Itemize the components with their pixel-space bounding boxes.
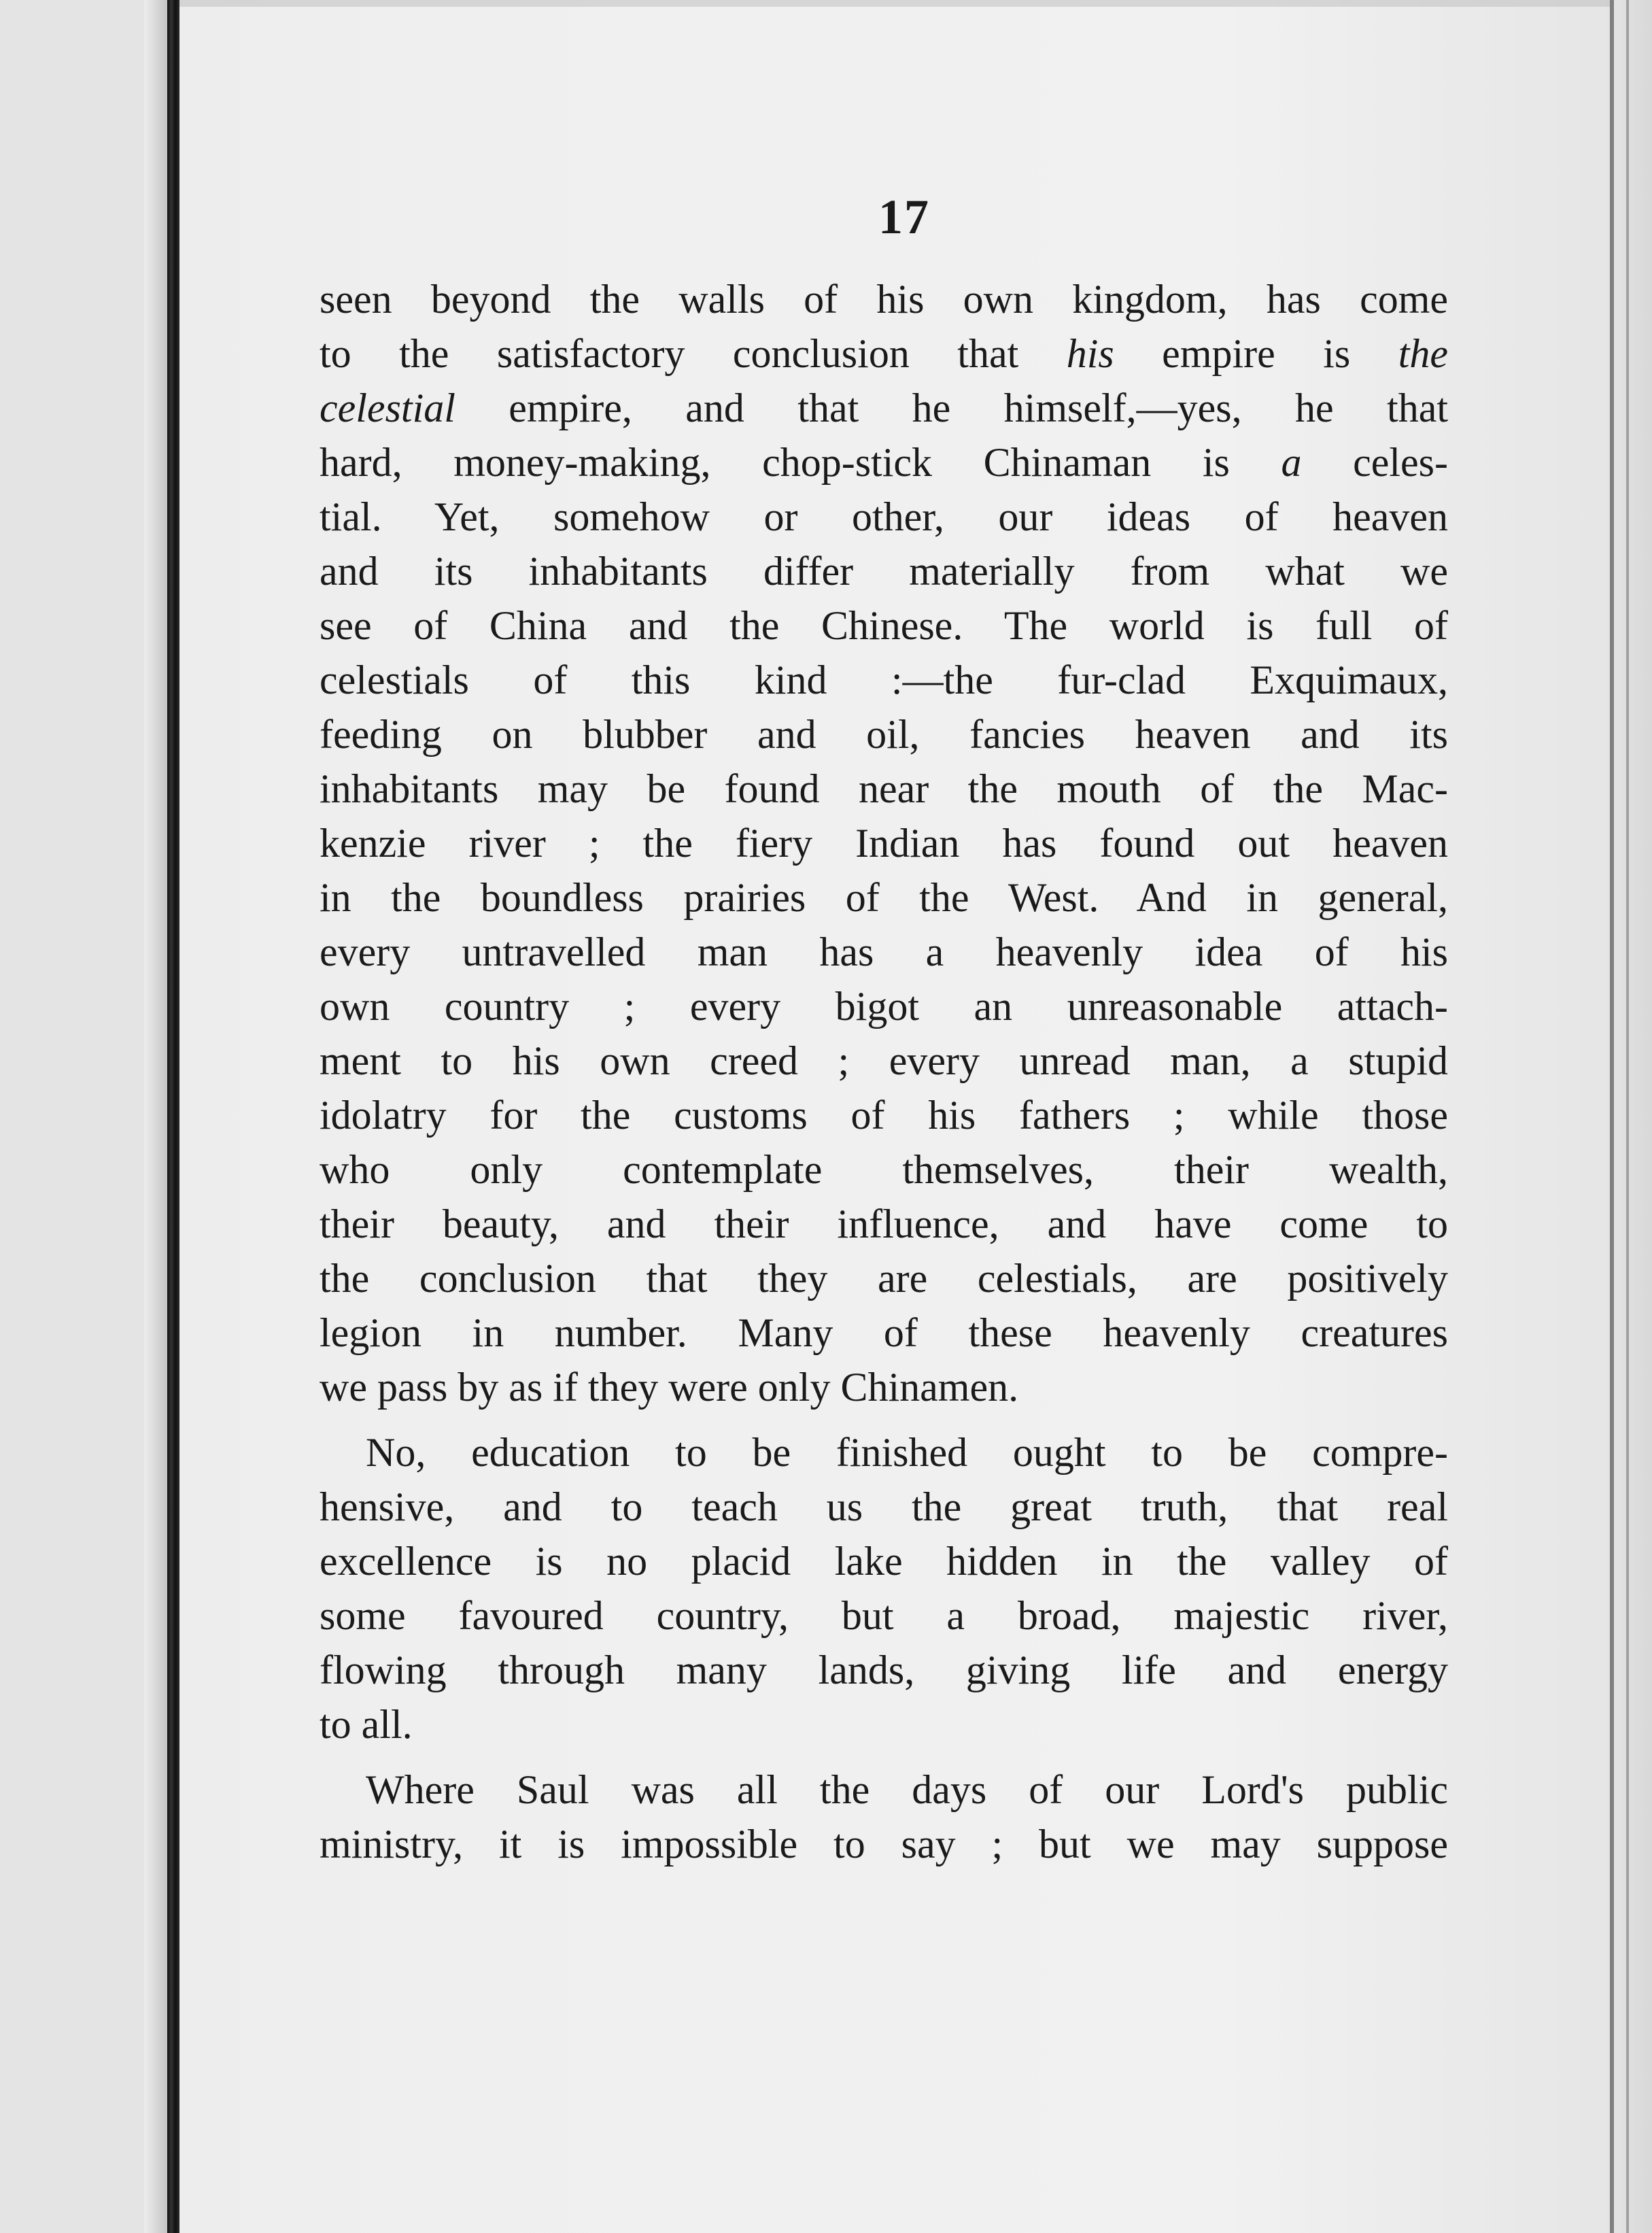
gutter-shadow [144, 0, 169, 2233]
text-line: ment to his own creed ; every unread man, a stupid [320, 1038, 1448, 1083]
paragraph-2 [320, 1425, 1448, 1752]
text-line: in the boundless prairies of the West. And in general, [320, 875, 1448, 920]
text-line: celestials of this kind :—the fur-clad Exquimaux, [320, 658, 1448, 702]
paragraph-3 [320, 1762, 1448, 1871]
text-line: we pass by as if they were only Chinamen. [320, 1365, 1019, 1410]
text-line-with-italics: to the satisfactory conclusion that his empire is the [320, 331, 1448, 376]
page-right-edge [1610, 0, 1614, 2233]
text-line: their beauty, and their influence, and have come to [320, 1201, 1448, 1246]
text-line-with-italics: celestial empire, and that he himself,—yes, he that [320, 386, 1448, 430]
paragraph-gap [320, 1414, 1448, 1425]
italic-word: celestial [320, 386, 455, 430]
text-line: some favoured country, but a broad, majestic river, [320, 1593, 1448, 1638]
text-line: inhabitants may be found near the mouth of the Mac- [320, 766, 1448, 811]
text-line: tial. Yet, somehow or other, our ideas of heaven [320, 494, 1448, 539]
text-line: idolatry for the customs of his fathers ; while those [320, 1093, 1448, 1138]
text-line: and its inhabitants differ materially from what we [320, 549, 1448, 594]
text-line: hensive, and to teach us the great truth, that real [320, 1484, 1448, 1529]
text-line: see of China and the Chinese. The world is full of [320, 603, 1448, 648]
page-right-edge-outer [1626, 0, 1629, 2233]
paragraph-1 [320, 272, 1448, 1414]
page-top-edge [179, 0, 1610, 7]
text-line: Where Saul was all the days of our Lord's public [366, 1767, 1448, 1812]
facing-page-edge [0, 0, 144, 2233]
text-line: ministry, it is impossible to say ; but we may suppose [320, 1822, 1448, 1866]
text-line-with-italics: hard, money-making, chop-stick Chinaman is a celes- [320, 440, 1448, 485]
italic-word: a [1281, 440, 1302, 485]
text-line: the conclusion that they are celestials, are positively [320, 1256, 1448, 1301]
text-line: flowing through many lands, giving life and energy [320, 1648, 1448, 1692]
text-line: own country ; every bigot an unreasonable attach- [320, 984, 1448, 1029]
text-line: kenzie river ; the fiery Indian has found out heaven [320, 821, 1448, 866]
page-number: 17 [878, 190, 930, 244]
italic-word: the [1398, 331, 1448, 376]
text-line: seen beyond the walls of his own kingdom, has come [320, 277, 1448, 322]
text-line: feeding on blubber and oil, fancies heaven and its [320, 712, 1448, 757]
text-line: to all. [320, 1702, 413, 1747]
text-line: legion in number. Many of these heavenly creatures [320, 1310, 1448, 1355]
body-text [320, 272, 1448, 1871]
text-line: every untravelled man has a heavenly idea of his [320, 930, 1448, 974]
paragraph-gap [320, 1752, 1448, 1762]
text-line: excellence is no placid lake hidden in the valley of [320, 1539, 1448, 1584]
text-line: No, education to be finished ought to be compre- [366, 1430, 1448, 1475]
text-line: who only contemplate themselves, their wealth, [320, 1147, 1448, 1192]
italic-word: his [1066, 331, 1114, 376]
book-spine [167, 0, 179, 2233]
